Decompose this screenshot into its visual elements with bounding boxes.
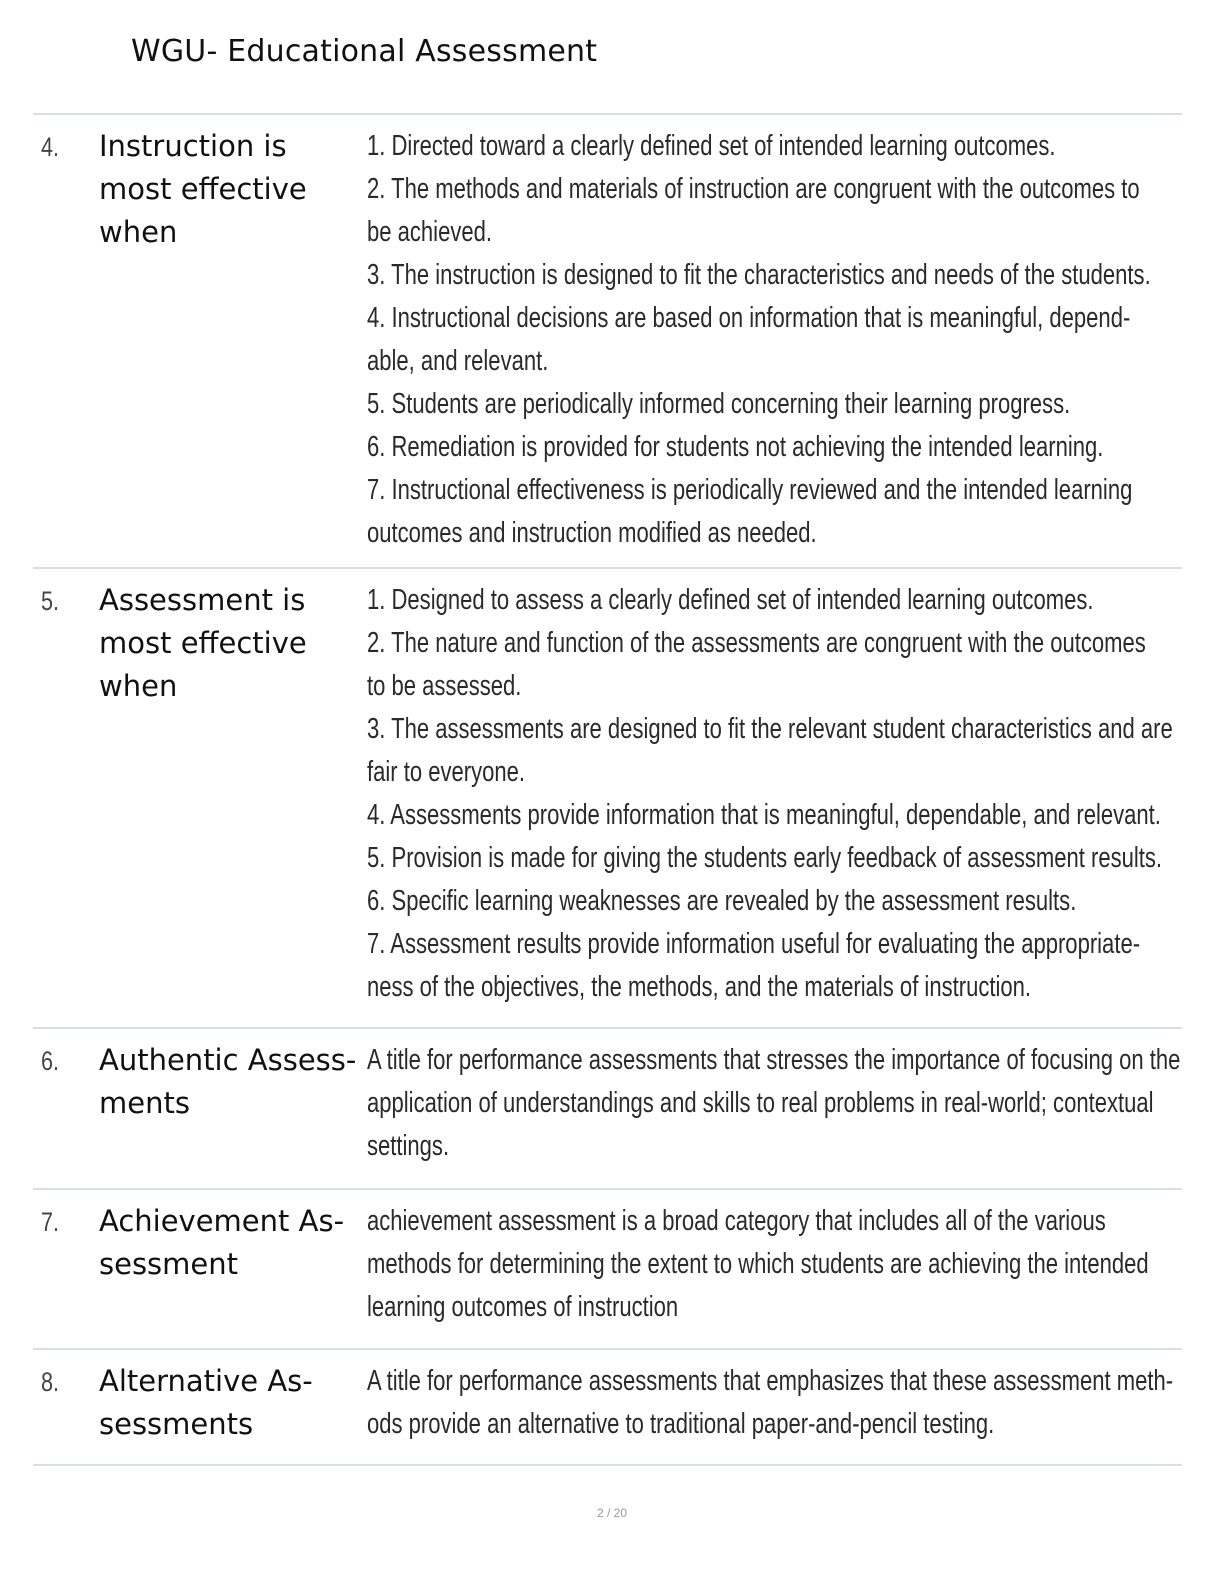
term-line: Instruction is	[99, 129, 287, 163]
definition-line: fair to everyone.	[367, 756, 526, 788]
definition-line: 4. Assessments provide information that is meaningful, dependable, and relevant.	[367, 799, 1161, 831]
definition-line: A title for performance assessments that stresses the importance of focusing on the	[367, 1044, 1181, 1076]
definition-line: settings.	[367, 1130, 450, 1162]
term-line: when	[99, 215, 178, 249]
entry-term	[99, 1360, 369, 1446]
flashcard-entry-6	[33, 1027, 1182, 1188]
entry-number: 5.	[41, 586, 60, 616]
definition-line: 5. Provision is made for giving the students early feedback of assessment results.	[367, 842, 1163, 874]
entry-definition	[367, 579, 1182, 1009]
entry-definition	[367, 1200, 1182, 1329]
definition-line: 1. Designed to assess a clearly defined set of intended learning outcomes.	[367, 584, 1094, 616]
entry-term	[99, 1200, 369, 1286]
definition-line: A title for performance assessments that emphasizes that these assessment meth-	[367, 1365, 1174, 1397]
definition-line: learning outcomes of instruction	[367, 1291, 679, 1323]
entry-number: 7.	[41, 1207, 60, 1237]
flashcard-entry-8	[33, 1348, 1182, 1466]
flashcard-list	[33, 113, 1182, 1466]
definition-line: 3. The assessments are designed to fit the relevant student characteristics and are	[367, 713, 1173, 745]
definition-line: outcomes and instruction modified as needed.	[367, 517, 817, 549]
term-line: Achievement As-	[99, 1204, 345, 1238]
definition-line: 6. Remediation is provided for students not achieving the intended learning.	[367, 431, 1104, 463]
term-line: when	[99, 669, 178, 703]
definition-line: 4. Instructional decisions are based on information that is meaningful, depend-	[367, 302, 1131, 334]
definition-line: ods provide an alternative to traditional paper-and-pencil testing.	[367, 1408, 995, 1440]
flashcard-entry-7	[33, 1188, 1182, 1348]
definition-line: able, and relevant.	[367, 345, 549, 377]
definition-line: 5. Students are periodically informed concerning their learning progress.	[367, 388, 1071, 420]
definition-line: ness of the objectives, the methods, and the materials of instruction.	[367, 971, 1032, 1003]
entry-definition	[367, 1039, 1182, 1168]
definition-line: 2. The nature and function of the assessments are congruent with the outcomes	[367, 627, 1146, 659]
definition-line: 1. Directed toward a clearly defined set of intended learning outcomes.	[367, 130, 1056, 162]
entry-term	[99, 125, 369, 254]
flashcard-entry-5	[33, 567, 1182, 1027]
definition-line: achievement assessment is a broad category that includes all of the various	[367, 1205, 1106, 1237]
entry-number: 8.	[41, 1367, 60, 1397]
definition-line: 2. The methods and materials of instruction are congruent with the outcomes to	[367, 173, 1140, 205]
term-line: Authentic Assess-	[99, 1043, 357, 1077]
entry-number: 6.	[41, 1046, 60, 1076]
term-line: sessment	[99, 1247, 239, 1281]
term-line: ments	[99, 1086, 190, 1120]
entry-number: 4.	[41, 132, 60, 162]
definition-line: be achieved.	[367, 216, 492, 248]
definition-line: methods for determining the extent to which students are achieving the intended	[367, 1248, 1149, 1280]
term-line: most effective	[99, 626, 307, 660]
entry-term	[99, 579, 369, 708]
definition-line: to be assessed.	[367, 670, 522, 702]
entry-definition	[367, 1360, 1182, 1446]
term-line: Assessment is	[99, 583, 306, 617]
definition-line: 7. Instructional effectiveness is periodically reviewed and the intended learning	[367, 474, 1133, 506]
term-line: most effective	[99, 172, 307, 206]
entry-definition	[367, 125, 1182, 555]
definition-line: 3. The instruction is designed to fit the characteristics and needs of the students.	[367, 259, 1151, 291]
document-title: WGU- Educational Assessment	[131, 34, 598, 69]
definition-line: application of understandings and skills to real problems in real-world; contextual	[367, 1087, 1154, 1119]
page-indicator: 2 / 20	[596, 1506, 628, 1520]
definition-line: 7. Assessment results provide information useful for evaluating the appropriate-	[367, 928, 1141, 960]
definition-line: 6. Specific learning weaknesses are revealed by the assessment results.	[367, 885, 1077, 917]
entry-term	[99, 1039, 369, 1125]
flashcard-entry-4	[33, 113, 1182, 567]
term-line: Alternative As-	[99, 1364, 313, 1398]
term-line: sessments	[99, 1407, 254, 1441]
